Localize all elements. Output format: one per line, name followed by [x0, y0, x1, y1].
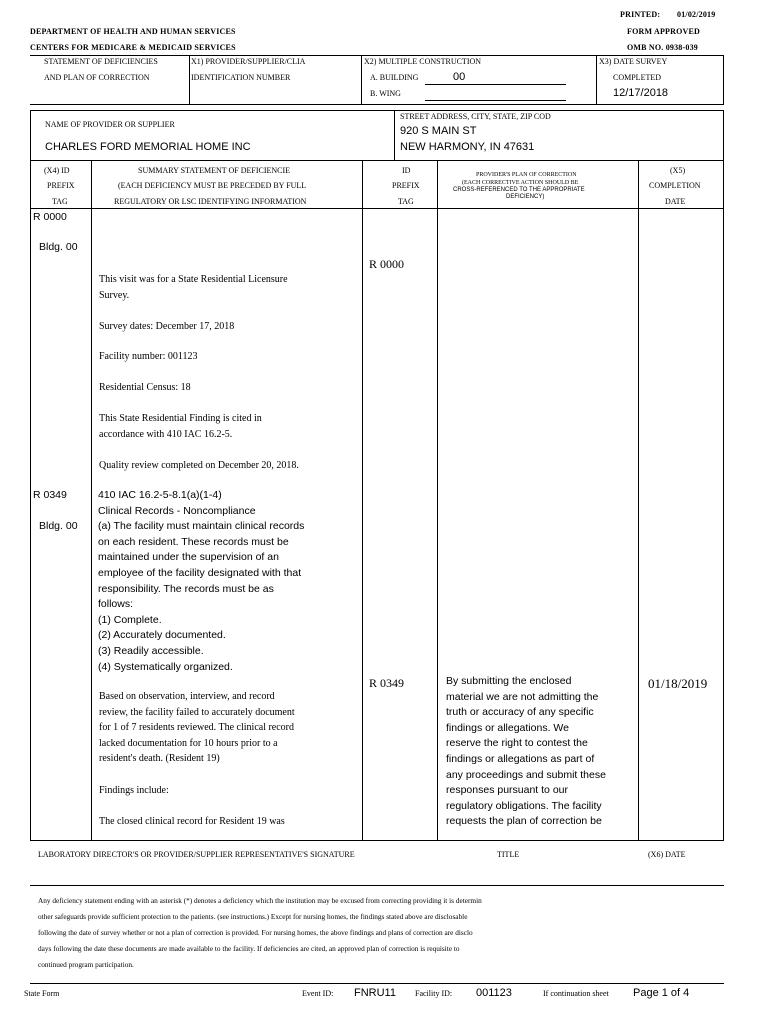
address-label: STREET ADDRESS, CITY, STATE, ZIP COD — [400, 112, 551, 121]
x3-label-2: COMPLETED — [613, 73, 661, 82]
wing-label: B. WING — [370, 89, 401, 98]
closed-record-text: The closed clinical record for Resident 19 was — [99, 816, 285, 827]
omb-number: OMB NO. 0938-039 — [627, 43, 698, 52]
date-label: (X6) DATE — [648, 850, 686, 859]
building-label: A. BUILDING — [370, 73, 419, 82]
city-state-zip: NEW HARMONY, IN 47631 — [400, 141, 535, 153]
summary-header-1: SUMMARY STATEMENT OF DEFICIENCIE — [138, 166, 291, 175]
tag-r0349: R 0349 — [33, 489, 67, 501]
plan-header-4: DEFICIENCY) — [506, 194, 545, 200]
title-label: TITLE — [497, 850, 520, 859]
x4-header-3: TAG — [52, 197, 68, 206]
residential-census: Residential Census: 18 — [99, 382, 191, 393]
continuation-label: If continuation sheet — [543, 989, 609, 998]
x1-label-1: X1) PROVIDER/SUPPLIER/CLIA — [191, 57, 306, 66]
plan-header-1: PROVIDER'S PLAN OF CORRECTION — [476, 172, 577, 178]
paragraph-finding-cited: This State Residential Finding is cited in accordance with 410 IAC 16.2-5. — [99, 413, 262, 440]
x1-label-2: IDENTIFICATION NUMBER — [191, 73, 291, 82]
provider-name-label: NAME OF PROVIDER OR SUPPLIER — [45, 120, 175, 129]
facility-id: 001123 — [476, 987, 512, 999]
page-number: Page 1 of 4 — [633, 987, 690, 999]
plan-header-2: (EACH CORRECTIVE ACTION SHOULD BE — [462, 180, 579, 186]
department-title: DEPARTMENT OF HEALTH AND HUMAN SERVICES — [30, 27, 236, 36]
bldg-label: Bldg. 00 — [39, 241, 78, 253]
x4-header-2: PREFIX — [47, 181, 75, 190]
signature-label: LABORATORY DIRECTOR'S OR PROVIDER/SUPPLIER REPRESENTATIVE'S SIGNATURE — [38, 850, 355, 859]
event-id-label: Event ID: — [302, 989, 334, 998]
printed-label: PRINTED: — [620, 10, 661, 19]
printed-date: 01/02/2019 — [677, 10, 716, 19]
summary-header-3: REGULATORY OR LSC IDENTIFYING INFORMATION — [114, 197, 307, 206]
x5-header-3: DATE — [665, 197, 686, 206]
findings-include: Findings include: — [99, 785, 169, 796]
tag-r0349-right: R 0349 — [369, 676, 405, 690]
rule-text: 410 IAC 16.2-5-8.1(a)(1-4) Clinical Records - Noncompliance (a) The facility must maintain clinical records on each resident. These records must be maintained under the supervision of an employee of the facility designated with that responsibility. The records must be as follows: (1) Complete. (2) Accurately documented. (3) Readily accessible. (4) Systematically organized. — [98, 489, 305, 673]
date-survey-completed: 12/17/2018 — [613, 87, 669, 99]
statement-label-2: AND PLAN OF CORRECTION — [44, 73, 150, 82]
summary-header-2: (EACH DEFICIENCY MUST BE PRECEDED BY FULL — [118, 181, 307, 190]
id-header-3: TAG — [398, 197, 414, 206]
footer-divider — [30, 983, 724, 984]
x5-header-1: (X5) — [670, 166, 686, 175]
street-address: 920 S MAIN ST — [400, 125, 477, 137]
disclaimer-text: Any deficiency statement ending with an asterisk (*) denotes a deficiency which the institution may be excused from correcting providing it is determin other safeguards provide sufficient protection to the patients. (see instructions.) Except for nursing homes, the findings stated above are disclosable following the date of survey whether or not a plan of correction is provided. For nursing homes, the above findings and plans of correction are disclo days following the date these documents are made available to the facility. If deficiencies are cited, an approved plan of correction is requisite to continued program participation. — [38, 896, 482, 969]
signature-divider — [30, 885, 724, 886]
quality-review: Quality review completed on December 20, 2018. — [99, 460, 299, 471]
state-form-label: State Form — [24, 989, 60, 998]
completion-date: 01/18/2019 — [648, 676, 708, 691]
plan-header-3: CROSS-REFERENCED TO THE APPROPRIATE — [453, 187, 585, 193]
paragraph-observation: Based on observation, interview, and record review, the facility failed to accurately document for 1 of 7 residents reviewed. The clinical record lacked documentation for 10 hours prior to a resident's death. (Resident 19) — [99, 691, 295, 765]
survey-dates: Survey dates: December 17, 2018 — [99, 321, 235, 332]
building-value: 00 — [453, 71, 466, 83]
x5-header-2: COMPLETION — [649, 181, 701, 190]
bldg-label-2: Bldg. 00 — [39, 520, 78, 532]
form-approved: FORM APPROVED — [627, 27, 701, 36]
x4-header-1: (X4) ID — [44, 166, 70, 175]
paragraph-licensure: This visit was for a State Residential Licensure Survey. — [99, 274, 288, 301]
id-header-1: ID — [402, 166, 411, 175]
x3-label-1: X3) DATE SURVEY — [599, 57, 668, 66]
tag-r0000: R 0000 — [33, 211, 67, 223]
statement-label-1: STATEMENT OF DEFICIENCIES — [44, 57, 158, 66]
centers-title: CENTERS FOR MEDICARE & MEDICAID SERVICES — [30, 43, 236, 52]
id-header-2: PREFIX — [392, 181, 420, 190]
tag-r0000-right: R 0000 — [369, 257, 405, 271]
plan-of-correction-text: By submitting the enclosed material we are not admitting the truth or accuracy of any specific findings or allegations. We reserve the right to contest the findings or allegations as part of any proceedings and submit these responses pursuant to our regulatory obligations. The facility requests the plan of correction be — [446, 675, 606, 828]
facility-number: Facility number: 001123 — [99, 351, 198, 362]
event-id: FNRU11 — [354, 987, 396, 999]
provider-name: CHARLES FORD MEMORIAL HOME INC — [45, 141, 251, 153]
facility-id-label: Facility ID: — [415, 989, 453, 998]
x2-label: X2) MULTIPLE CONSTRUCTION — [364, 57, 482, 66]
